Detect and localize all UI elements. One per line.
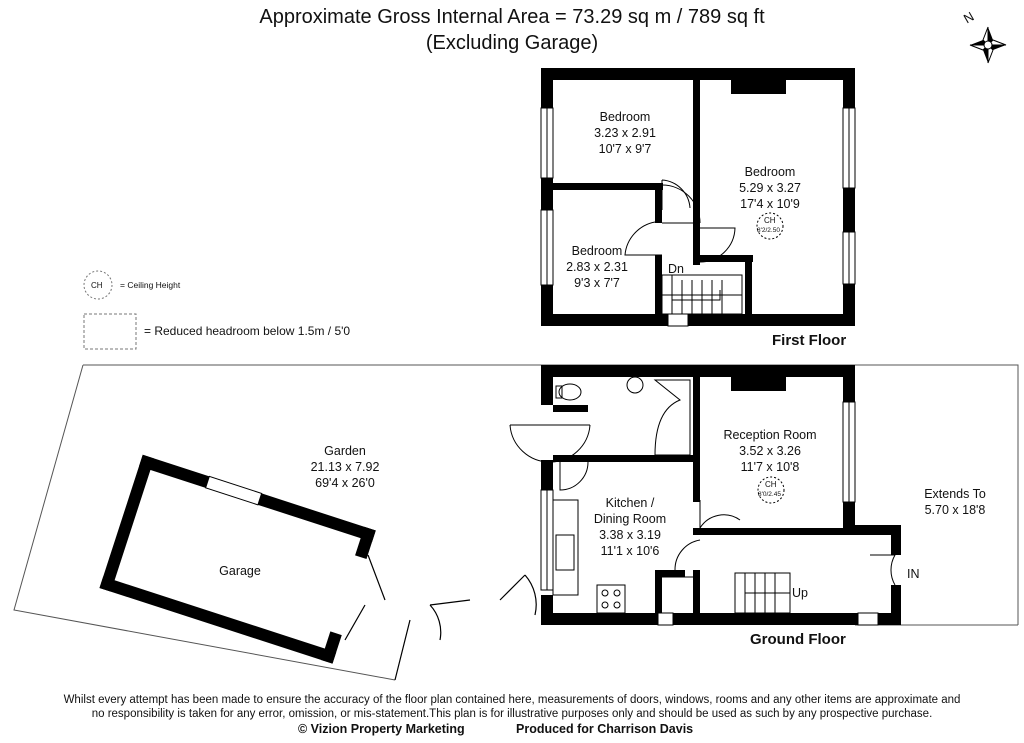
garden-label [295, 443, 395, 491]
bedroom-3-metric: 2.83 x 2.31 [566, 260, 628, 274]
legend-reduced-text: = Reduced headroom below 1.5m / 5'0 [144, 324, 351, 338]
reception-ch-symbol: CH [765, 480, 777, 489]
bedroom-1-metric: 3.23 x 2.91 [594, 126, 656, 140]
extends-line1: Extends To [924, 487, 986, 501]
compass-north-label: N [960, 8, 977, 27]
kitchen-name-line2: Dining Room [593, 512, 667, 526]
area-title: Approximate Gross Internal Area = 73.29 sq m / 789 sq ft [259, 6, 765, 28]
kitchen-metric: 3.38 x 3.19 [599, 528, 661, 542]
bedroom-2-label [730, 164, 810, 212]
garden-boundary [14, 365, 1018, 680]
extends-line2: 5.70 x 18'8 [924, 503, 986, 517]
bedroom-3-name: Bedroom [571, 244, 623, 258]
excluding-garage-subtitle: (Excluding Garage) [425, 32, 599, 54]
first-floor-label: First Floor [772, 332, 847, 349]
disclaimer-line2: no responsibility is taken for any error, omission, or mis-statement.This plan is for illustrative purposes only and should be used as such by any prospective purchase. [91, 708, 933, 720]
kitchen-label [585, 495, 675, 559]
ground-floor-stairs [735, 573, 790, 613]
first-floor-stairs [662, 275, 742, 314]
reception-imperial: 11'7 x 10'8 [740, 460, 800, 474]
produced-for-text: Produced for Charrison Davis [516, 722, 694, 736]
copyright-text: © Vizion Property Marketing [298, 722, 465, 736]
bedroom-3-imperial: 9'3 x 7'7 [574, 276, 620, 290]
bedroom-2-name: Bedroom [744, 165, 796, 179]
entrance-label: IN [907, 567, 920, 581]
ground-floor-stairs-label: Up [792, 586, 808, 600]
garden-imperial: 69'4 x 26'0 [315, 476, 375, 490]
bedroom-1-name: Bedroom [599, 110, 651, 124]
legend-ch-symbol: CH [91, 281, 103, 290]
garage-label: Garage [219, 564, 261, 578]
garden-gate [395, 575, 536, 680]
ground-floor-label: Ground Floor [750, 631, 846, 648]
legend-ch-text: = Ceiling Height [120, 280, 181, 290]
kitchen-name-line1: Kitchen / [605, 496, 655, 510]
reception-name: Reception Room [723, 428, 817, 442]
reception-metric: 3.52 x 3.26 [739, 444, 801, 458]
bedroom-1-label [585, 109, 665, 157]
compass-rose [970, 27, 1006, 63]
garden-name: Garden [324, 444, 366, 458]
bathroom-fixtures [556, 377, 690, 455]
bedroom-2-ch-symbol: CH [764, 216, 776, 225]
bedroom-2-imperial: 17'4 x 10'9 [740, 197, 800, 211]
reception-label [715, 427, 825, 475]
bedroom-3-label [557, 243, 637, 291]
bedroom-2-metric: 5.29 x 3.27 [739, 181, 801, 195]
kitchen-imperial: 11'1 x 10'6 [600, 544, 660, 558]
garage-door [345, 555, 385, 640]
reception-ch-value: 8'0/2.45 [758, 491, 781, 498]
first-floor-doors [625, 180, 735, 262]
first-floor-stairs-label: Dn [668, 262, 684, 276]
garage-window [206, 476, 262, 504]
bedroom-1-imperial: 10'7 x 9'7 [598, 142, 652, 156]
garden-metric: 21.13 x 7.92 [310, 460, 380, 474]
legend-reduced-box [84, 314, 136, 349]
ground-floor-doors [510, 425, 895, 585]
bedroom-2-ch-value: 8'2/2.50 [757, 227, 780, 234]
extends-label [910, 486, 1000, 518]
disclaimer-line1: Whilst every attempt has been made to ensure the accuracy of the floor plan contained here, measurements of doors, windows, rooms and any other items are approximate and [63, 694, 961, 706]
